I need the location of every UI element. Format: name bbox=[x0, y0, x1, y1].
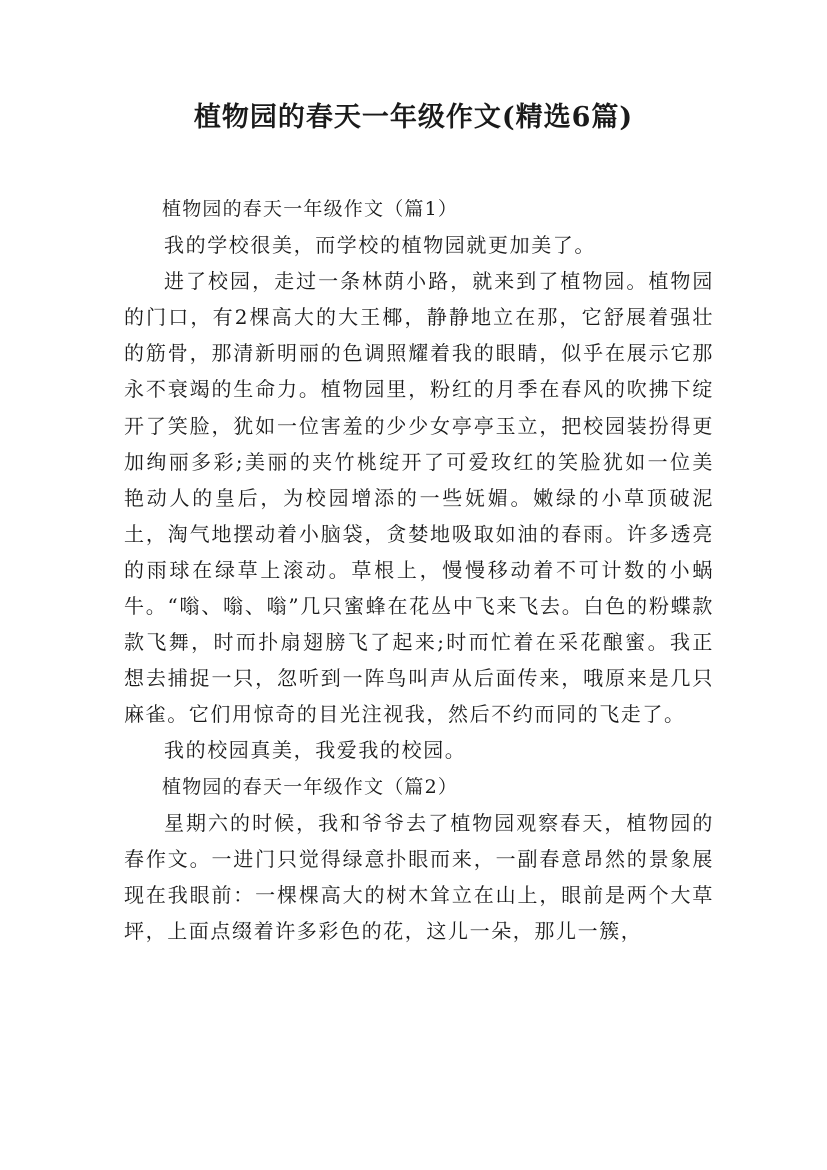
section-heading-1: 植物园的春天一年级作文（篇1） bbox=[162, 198, 459, 220]
paragraph: 我的校园真美，我爱我的校园。 bbox=[164, 738, 467, 763]
section-heading-2: 植物园的春天一年级作文（篇2） bbox=[162, 775, 459, 798]
paragraph: 我的学校很美，而学校的植物园就更加美了。 bbox=[164, 233, 596, 258]
paragraph: 进了校园，走过一条林荫小路，就来到了植物园。植物园的门口，有2棵高大的大王椰，静静地立在那，它舒展着强壮的筋骨，那清新明丽的色调照耀着我的眼睛，似乎在展示它那永不衰竭的生命力。植物园里，粉红的月季在春风的吹拂下绽开了笑脸，犹如一位害羞的少少女亭亭玉立，把校园装扮得更加绚丽多彩;美丽的夹竹桃绽开了可爱玫红的笑脸犹如一位美艳动人的皇后，为校园增添的一些妩媚。嫩绿的小草顶破泥土，淘气地摆动着小脑袋，贪婪地吸取如油的春雨。许多透亮的雨球在绿草上滚动。草根上，慢慢移动着不可计数的小蜗牛。“嗡、嗡、嗡”几只蜜蜂在花丛中飞来飞去。白色的粉蝶款款飞舞，时而扑扇翅膀飞了起来;时而忙着在采花酿蜜。我正想去捕捉一只，忽听到一阵鸟叫声从后面传来，哦原来是几只麻雀。它们用惊奇的目光注视我，然后不约而同的飞走了。 bbox=[124, 269, 714, 727]
document-body bbox=[124, 191, 714, 949]
document-title: 植物园的春天一年级作文(精选6篇) bbox=[193, 102, 634, 133]
paragraph: 星期六的时候，我和爷爷去了植物园观察春天，植物园的春作文。一进门只觉得绿意扑眼而来，一副春意昂然的景象展现在我眼前：一棵棵高大的树木耸立在山上，眼前是两个大草坪，上面点缀着许多彩色的花，这儿一朵，那儿一簇， bbox=[124, 810, 714, 943]
